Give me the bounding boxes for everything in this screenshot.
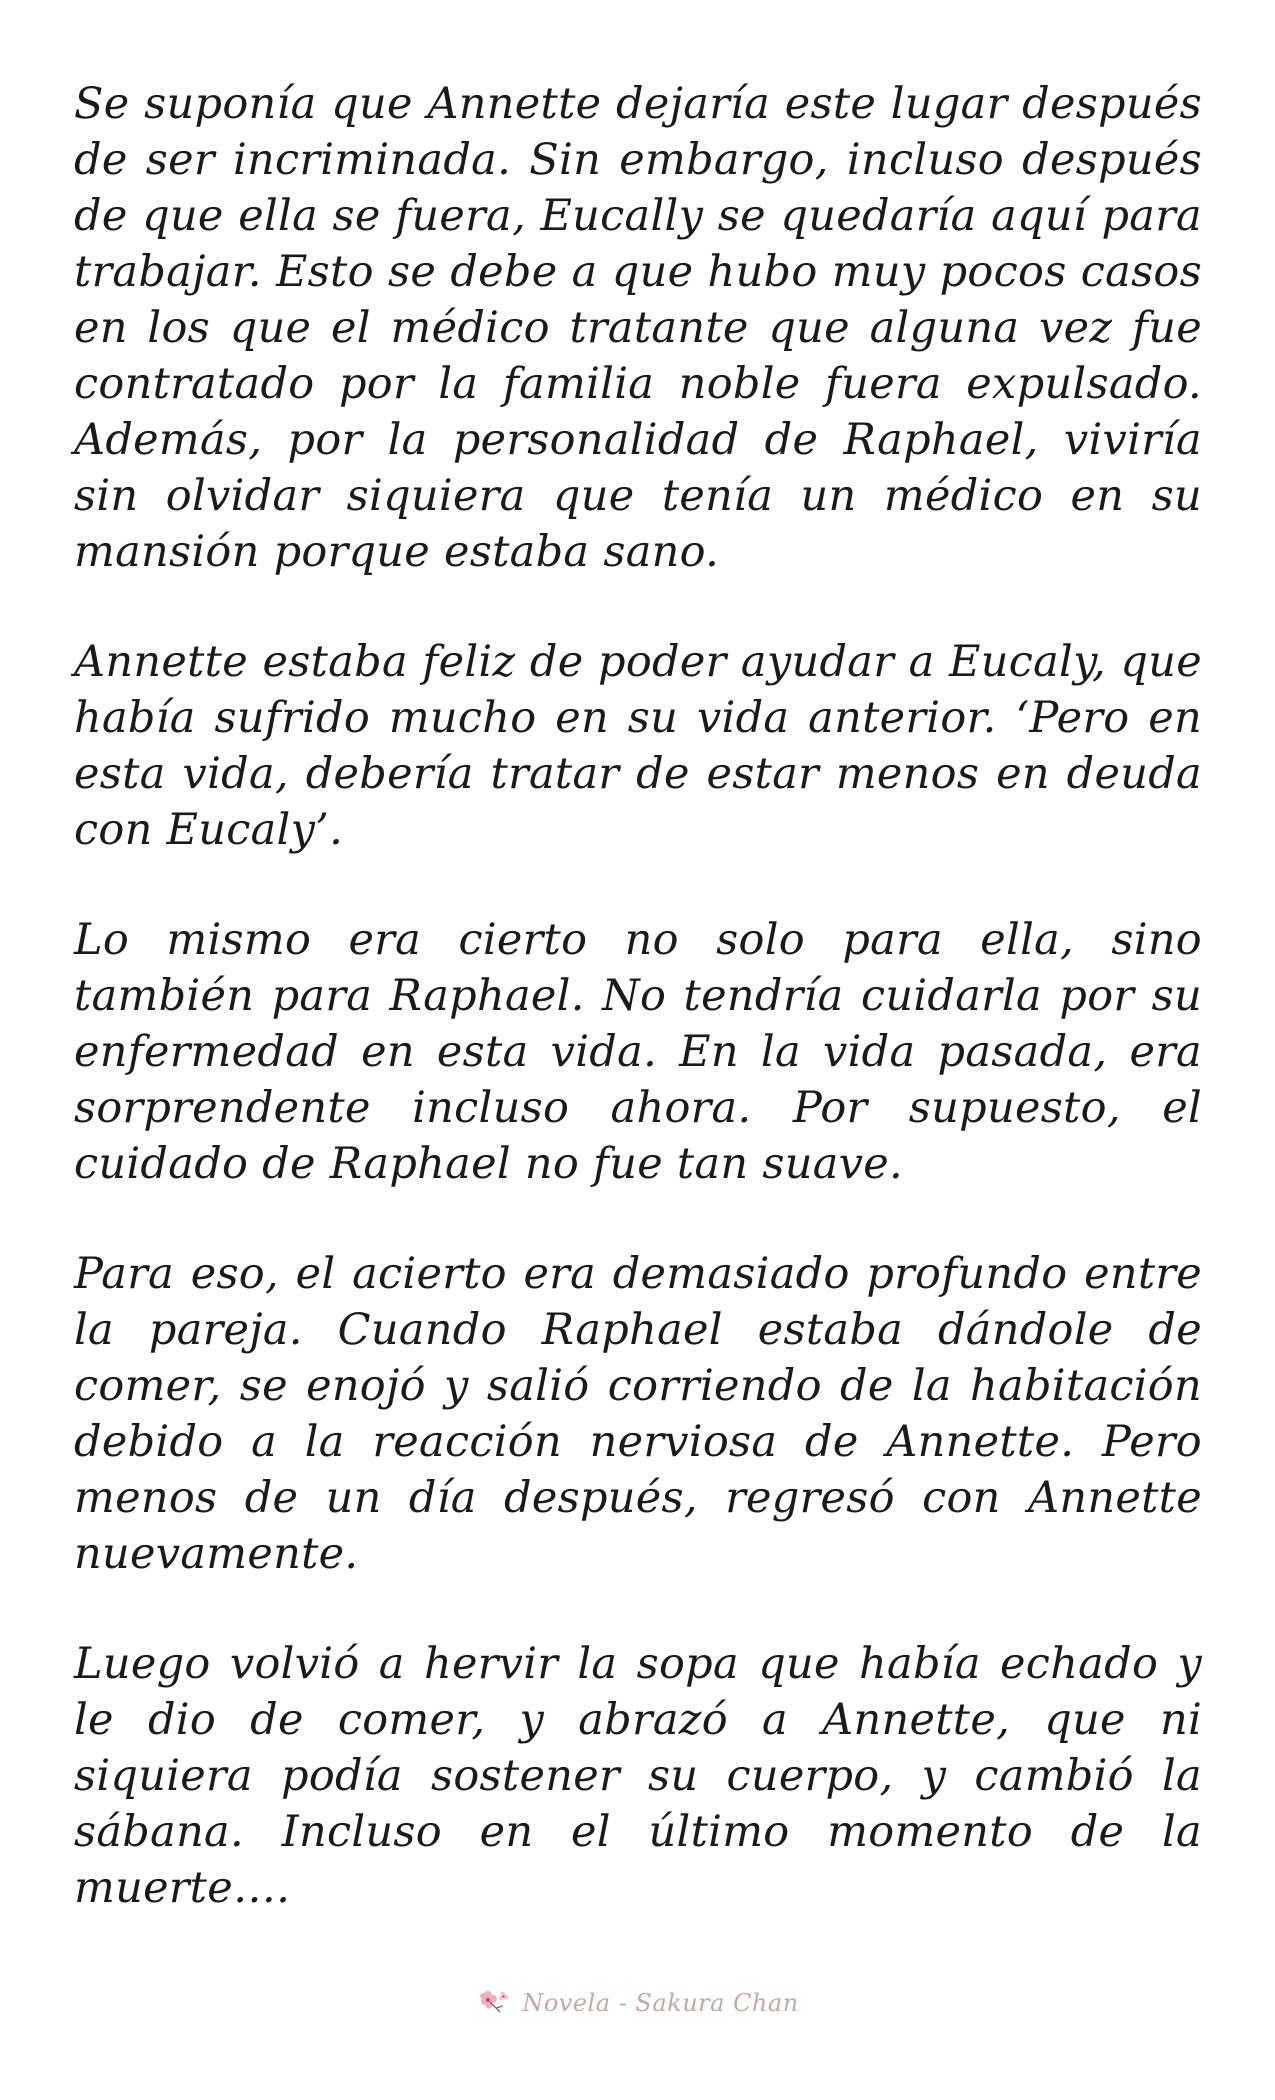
paragraph-5: Luego volvió a hervir la sopa que había echado y le dio de comer, y abrazó a Annette, que ni siquiera podía sostener su cuerpo, y cambió la sábana. Incluso en el último momento de la muerte…. [74, 1639, 1202, 1913]
cherry-blossom-icon [476, 1986, 516, 2020]
watermark-text: Novela - Sakura Chan [522, 1989, 799, 2017]
paragraph-4: Para eso, el acierto era demasiado profundo entre la pareja. Cuando Raphael estaba dándole de comer, se enojó y salió corriendo de la habitación debido a la reacción nerviosa de Annette. Pero menos de un día después, regresó con Annette nuevamente. [74, 1249, 1202, 1579]
paragraph-3: Lo mismo era cierto no solo para ella, sino también para Raphael. No tendría cuidarla por su enfermedad en esta vida. En la vida pasada, era sorprendente incluso ahora. Por supuesto, el cuidado de Raphael no fue tan suave. [74, 915, 1202, 1189]
paragraph-1: Se suponía que Annette dejaría este lugar después de ser incriminada. Sin embargo, incluso después de que ella se fuera, Eucally se quedaría aquí para trabajar. Esto se debe a que hubo muy pocos casos en los que el médico tratante que alguna vez fue contratado por la familia noble fuera expulsado. Además, por la personalidad de Raphael, viviría sin olvidar siquiera que tenía un médico en su mansión porque estaba sano. [74, 79, 1202, 577]
text-body [74, 76, 1202, 1970]
paragraph-2: Annette estaba feliz de poder ayudar a Eucaly, que había sufrido mucho en su vida anterior. ‘Pero en esta vida, debería tratar de estar menos en deuda con Eucaly’. [74, 637, 1202, 855]
watermark [0, 1986, 1275, 2020]
